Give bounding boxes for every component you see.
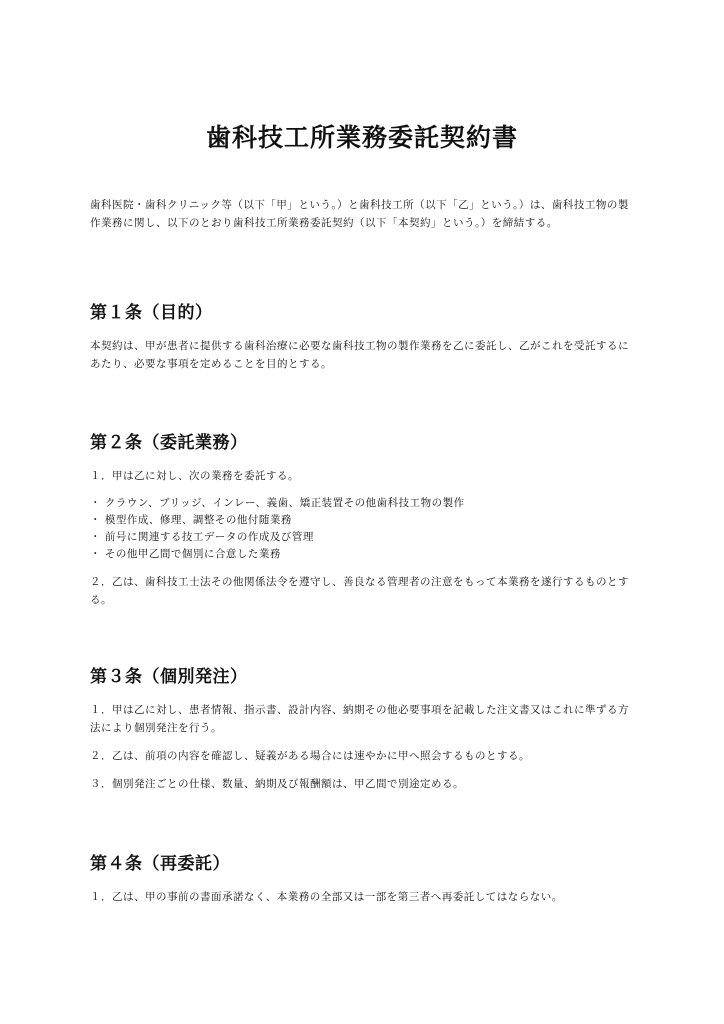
list-item: ・ クラウン、ブリッジ、インレー、義歯、矯正装置その他歯科技工物の製作 <box>90 495 635 512</box>
article-1-paragraph-1: 本契約は、甲が患者に提供する歯科治療に必要な歯科技工物の製作業務を乙に委託し、乙がこれを受託するにあたり、必要な事項を定めることを目的とする。 <box>90 340 629 370</box>
article-2-paragraph-1: １．甲は乙に対し、次の業務を委託する。 <box>90 470 299 482</box>
article-2-heading: 第２条（委託業務） <box>90 433 248 453</box>
article-3-paragraph-1: １．甲は乙に対し、患者情報、指示書、設計内容、納期その他必要事項を記載した注文書又はこれに準ずる方法により個別発注を行う。 <box>90 704 629 734</box>
article-1 <box>90 298 635 383</box>
article-3-paragraph-2: ２．乙は、前項の内容を確認し、疑義がある場合には速やかに甲へ照会するものとする。 <box>90 750 530 762</box>
article-4-heading: 第４条（再委託） <box>90 854 230 874</box>
article-1-heading: 第１条（目的） <box>90 303 213 323</box>
list-item: ・ 模型作成、修理、調整その他付随業務 <box>90 512 635 529</box>
list-item: ・ その他甲乙間で個別に合意した業務 <box>90 546 635 563</box>
article-2-paragraph-2: ２．乙は、歯科技工士法その他関係法令を遵守し、善良なる管理者の注意をもって本業務を遂行するものとする。 <box>90 576 629 606</box>
article-3 <box>90 662 635 803</box>
article-4-paragraph-1: １．乙は、甲の事前の書面承諾なく、本業務の全部又は一部を第三者へ再委託してはならない。 <box>90 891 563 903</box>
article-3-heading: 第３条（個別発注） <box>90 667 248 687</box>
list-item: ・ 前号に関連する技工データの作成及び管理 <box>90 529 635 546</box>
intro-paragraph: 歯科医院・歯科クリニック等（以下「甲」という。）と歯科技工所（以下「乙」という。）は、歯科技工物の製作業務に関し、以下のとおり歯科技工所業務委託契約（以下「本契約」という。）を締結する。 <box>90 199 629 229</box>
article-2-bullet-list <box>90 495 635 563</box>
article-3-paragraph-3: ３．個別発注ごとの仕様、数量、納期及び報酬額は、甲乙間で別途定める。 <box>90 778 464 790</box>
document-title: 歯科技工所業務委託契約書 <box>205 123 518 152</box>
article-2 <box>90 428 635 619</box>
article-4 <box>90 849 635 916</box>
